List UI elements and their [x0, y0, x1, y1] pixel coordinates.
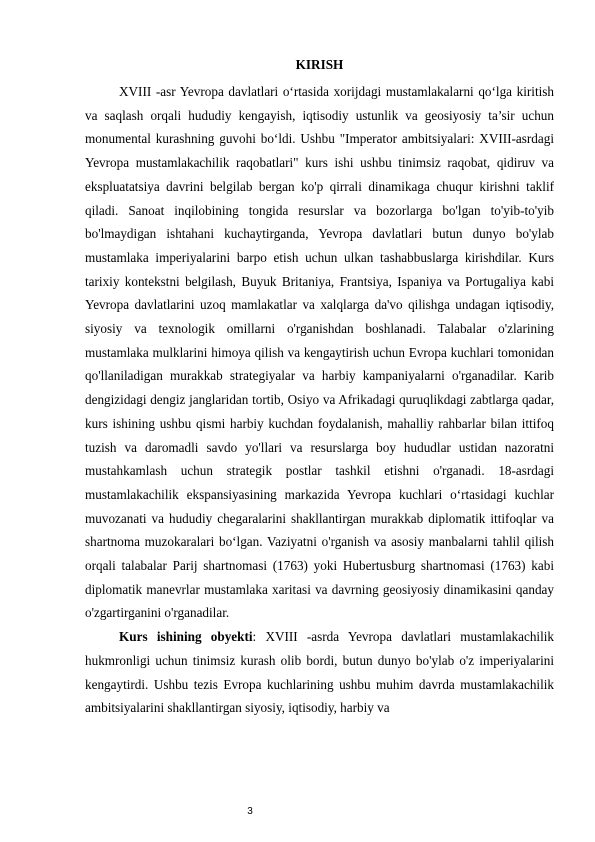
page-number: 3 — [247, 806, 253, 817]
paragraph-lead-label: Kurs ishining obyekti — [119, 629, 253, 645]
paragraph-introduction: XVIII -asr Yevropa davlatlari o‘rtasida xorijdagi mustamlakalarni qo‘lga kiritish va saqlash orqali hududiy kengayish, iqtisodiy ustunlik va geosiyosiy ta’sir uchun monumental kurashning guvohi bo‘ldi. Ushbu "Imperator ambitsiyalari: XVIII-asrdagi Yevropa mustamlakachilik raqobatlari" kurs ishi ushbu tinimsiz raqobat, qidiruv va ekspluatatsiya davrini belgilab bergan ko'p qirrali dinamikaga chuqur kirishni taklif qiladi. Sanoat inqilobining tongida resurslar va bozorlarga bo'lgan to'yib-to'yib bo'lmaydigan ishtahani kuchaytirganda, Yevropa davlatlari butun dunyo bo'ylab mustamlaka imperiyalarini barpo etish uchun ulkan tashabbuslarga kirishdilar. Kurs tarixiy kontekstni belgilash, Buyuk Britaniya, Frantsiya, Ispaniya va Portugaliya kabi Yevropa davlatlarini uzoq mamlakatlar va xalqlarga da'vo qilishga undagan iqtisodiy, siyosiy va texnologik omillarni o'rganishdan boshlanadi. Talabalar o'zlarining mustamlaka mulklarini himoya qilish va kengaytirish uchun Evropa kuchlari tomonidan qo'llaniladigan murakkab strategiyalar va harbiy kampaniyalarni o'rganadilar. Karib dengizidagi dengiz janglaridan tortib, Osiyo va Afrikadagi quruqlikdagi zabtlarga qadar, kurs ishining ushbu qismi harbiy kuchdan foydalanish, mahalliy rahbarlar bilan ittifoq tuzish va daromadli savdo yo'llari va resurslarga boy hududlar ustidan nazoratni mustahkamlash uchun strategik postlar tashkil etishni o'rganadi. 18-asrdagi mustamlakachilik ekspansiyasining markazida Yevropa kuchlari o‘rtasidagi kuchlar muvozanati va hududiy chegaralarini shakllantirgan murakkab diplomatik ittifoqlar va shartnoma muzokaralari bo‘lgan. Vaziyatni o'rganish va asosiy manbalarni tahlil qilish orqali talabalar Parij shartnomasi (1763) yoki Hubertusburg shartnomasi (1763) kabi diplomatik manevrlar mustamlaka xaritasi va davrning geosiyosiy dinamikasini qanday o'zgartirganini o'rganadilar. — [85, 84, 554, 621]
document-body — [85, 80, 554, 720]
page-title: KIRISH — [295, 57, 344, 72]
paragraph-course-object-text: : XVIII -asrda Yevropa davlatlari mustamlakachilik hukmronligi uchun tinimsiz kurash olib bordi, butun dunyo bo'ylab o'z imperiyalarini kengaytirdi. Ushbu tezis Evropa kuchlarining ushbu muhim davrda mustamlakachilik ambitsiyalarini shakllantirgan siyosiy, iqtisodiy, harbiy va — [85, 629, 554, 716]
paragraph-course-object — [85, 625, 554, 720]
